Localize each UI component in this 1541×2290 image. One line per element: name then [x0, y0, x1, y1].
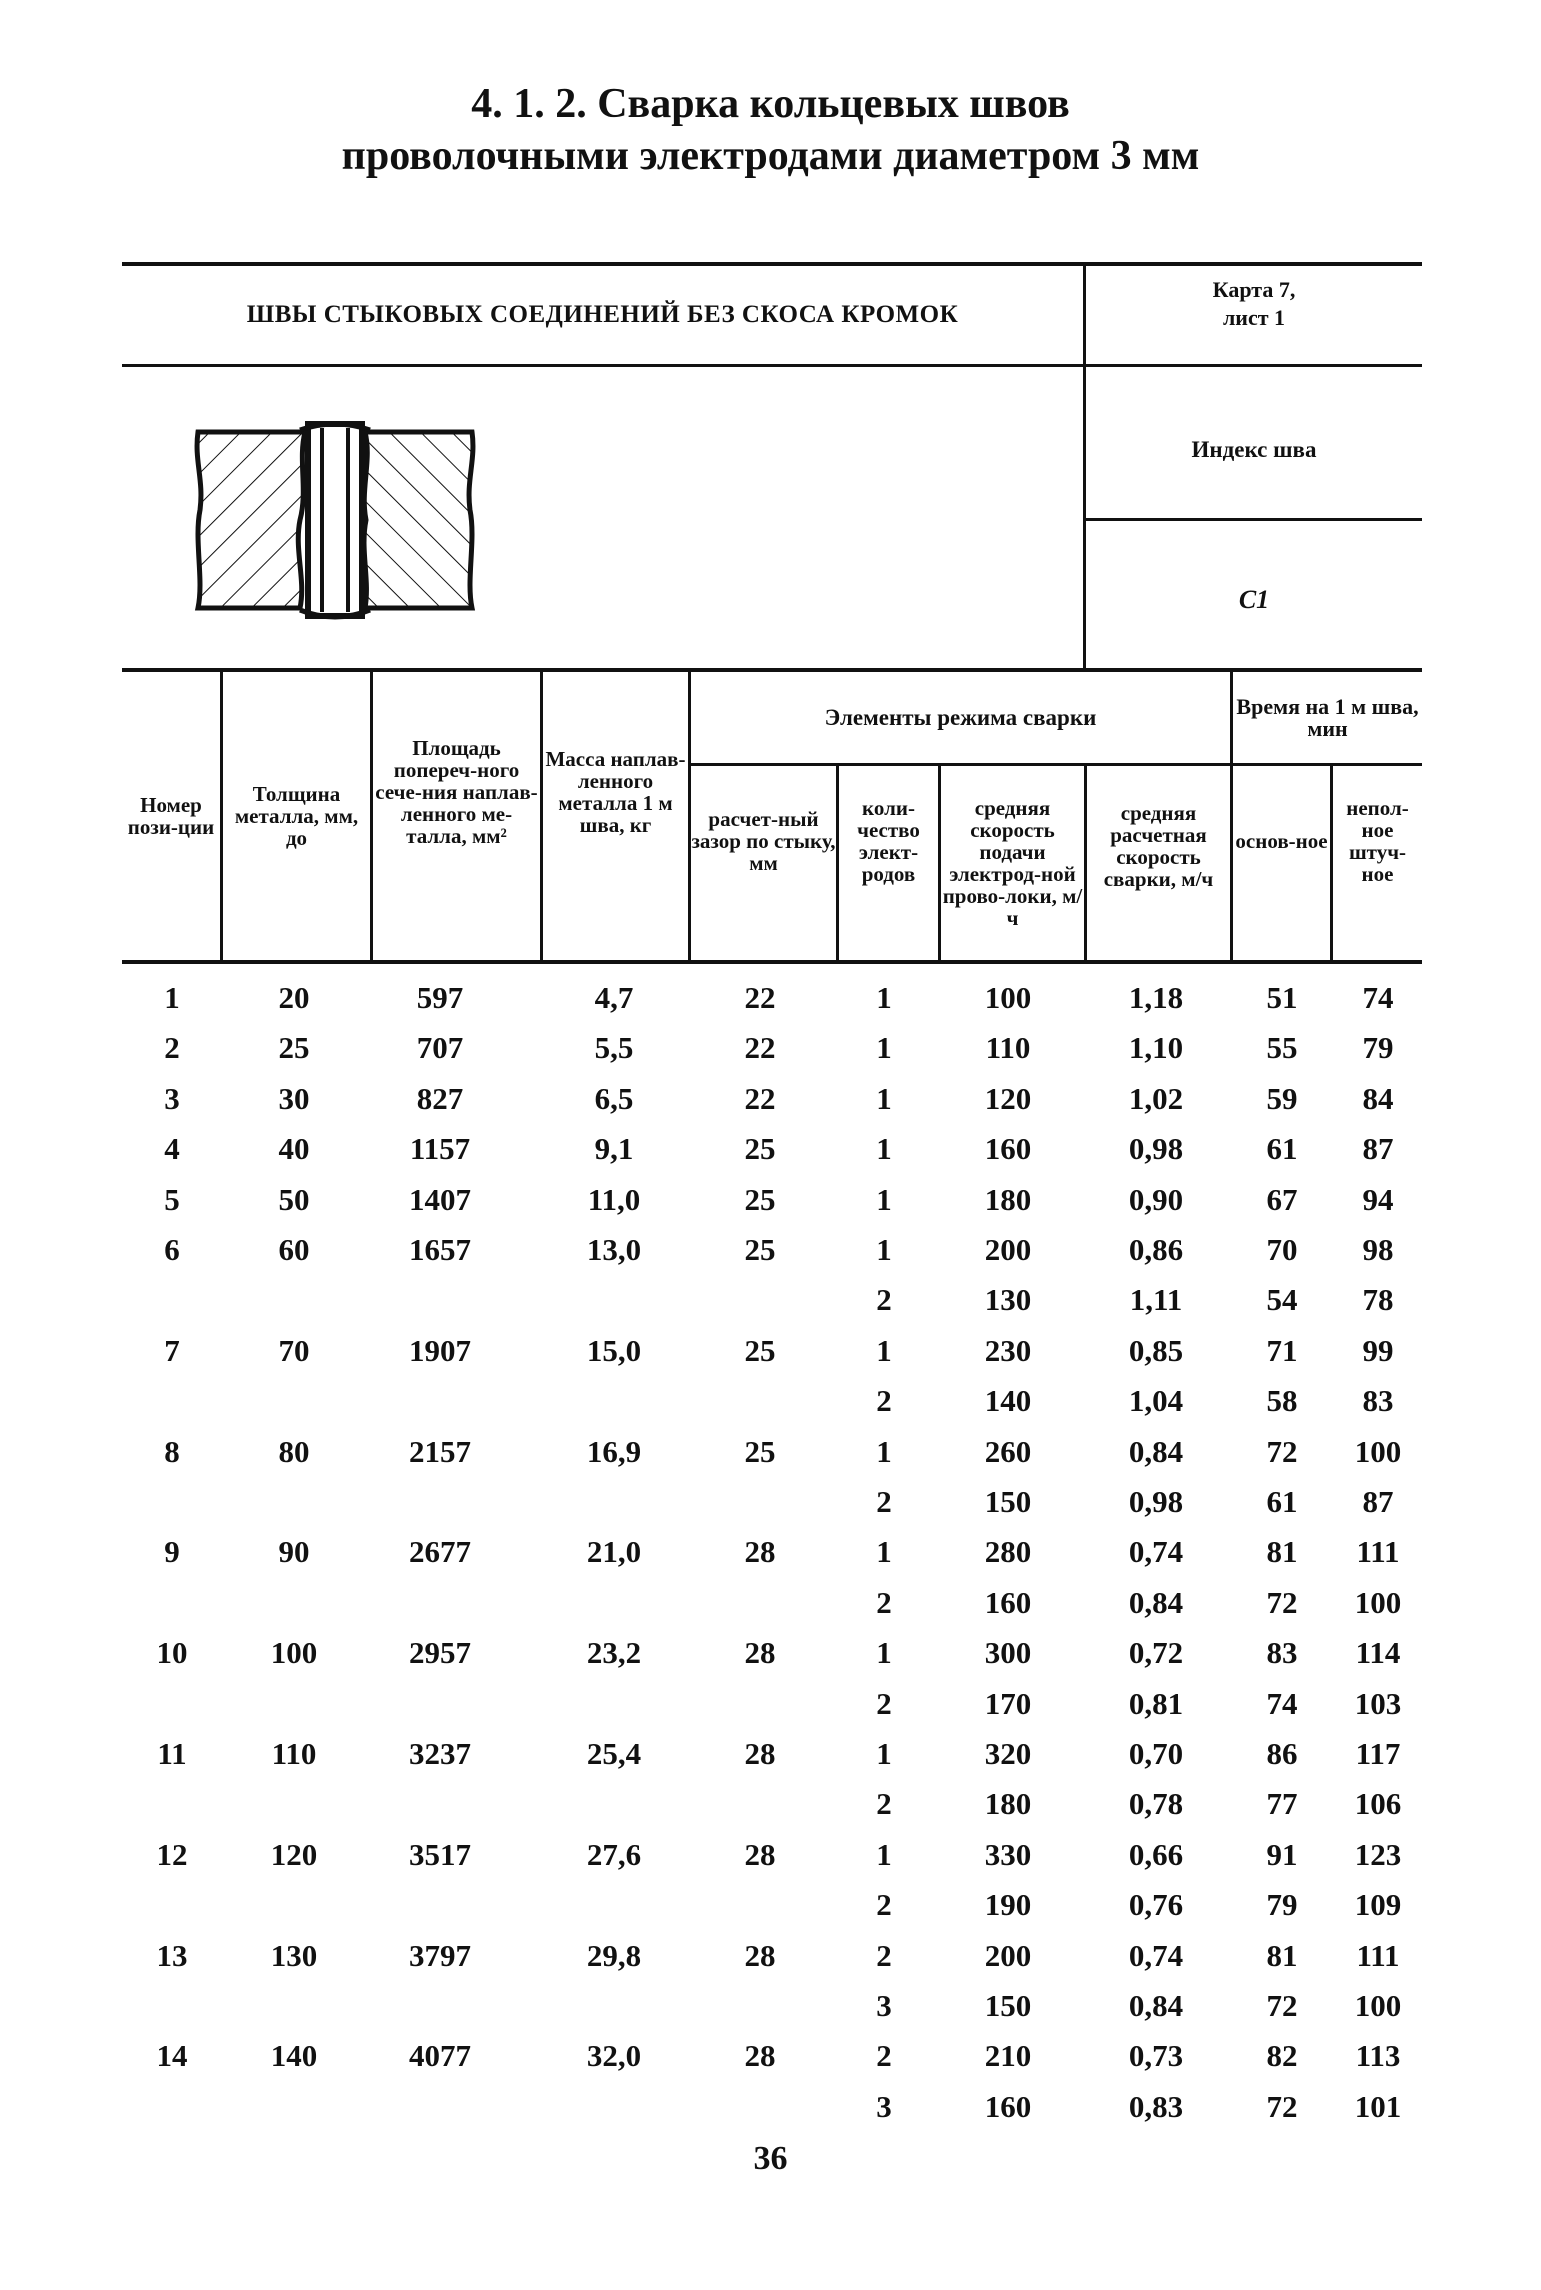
cell-n: 2	[876, 1584, 892, 1620]
cell-t1: 61	[1266, 1484, 1298, 1519]
cell-mass: 25,4	[586, 1736, 642, 1771]
cell-n: 2	[876, 1282, 892, 1318]
cell-area: 2157	[409, 1433, 471, 1469]
cell-area: 3237	[409, 1736, 471, 1771]
cell-mass: 32,0	[586, 2038, 642, 2074]
cell-mass: 5,5	[594, 1030, 634, 1066]
cell-thk: 120	[270, 1836, 318, 1872]
cell-n: 1	[876, 1080, 892, 1116]
cell-pos: 6	[164, 1232, 180, 1267]
col-header-speed: средняя расчетная скорость сварки, м/ч	[1103, 801, 1214, 891]
cell-n: 1	[876, 1534, 892, 1570]
cell-speed: 0,70	[1128, 1736, 1184, 1771]
cell-n: 2	[876, 1685, 892, 1721]
cell-speed: 0,66	[1128, 1836, 1184, 1872]
cell-feed: 100	[984, 980, 1032, 1015]
cell-mass: 6,5	[594, 1080, 634, 1116]
cell-speed: 0,86	[1128, 1232, 1184, 1267]
cell-pos: 12	[156, 1836, 188, 1872]
cell-n: 2	[876, 1887, 892, 1923]
cell-speed: 0,72	[1128, 1635, 1184, 1671]
cell-gap: 25	[744, 1181, 776, 1217]
cell-t2: 78	[1362, 1282, 1394, 1318]
cell-t2: 74	[1362, 980, 1394, 1015]
cell-gap: 22	[744, 1080, 776, 1116]
cell-n: 1	[876, 1181, 892, 1217]
cell-feed: 110	[985, 1030, 1031, 1066]
cell-thk: 70	[278, 1332, 310, 1368]
cell-area: 1157	[409, 1131, 471, 1167]
cell-mass: 11,0	[587, 1181, 641, 1217]
cell-n: 1	[876, 1332, 892, 1368]
cell-gap: 28	[744, 1836, 776, 1872]
cell-mass: 15,0	[586, 1332, 642, 1368]
cell-gap: 28	[744, 1635, 776, 1671]
cell-t1: 79	[1266, 1887, 1298, 1923]
cell-speed: 0,83	[1128, 2088, 1184, 2124]
cell-t2: 100	[1354, 1433, 1402, 1469]
cell-pos: 2	[164, 1030, 180, 1066]
cell-thk: 110	[271, 1736, 317, 1771]
cell-thk: 25	[278, 1030, 310, 1066]
cell-mass: 27,6	[586, 1836, 642, 1872]
cell-n: 1	[876, 1131, 892, 1167]
table-header-bottom-rule	[122, 960, 1422, 964]
cell-feed: 170	[984, 1685, 1032, 1721]
cell-feed: 200	[984, 1937, 1032, 1973]
col-header-feed: средняя скорость подачи электрод-ной прово-локи, м/ч	[942, 796, 1083, 930]
cell-t1: 83	[1266, 1635, 1298, 1671]
cell-area: 827	[416, 1080, 464, 1116]
cell-thk: 40	[278, 1131, 310, 1167]
cell-t2: 84	[1362, 1080, 1394, 1116]
cell-t2: 101	[1354, 2088, 1402, 2124]
cell-n: 1	[876, 980, 892, 1015]
cell-t1: 58	[1266, 1383, 1298, 1419]
cell-feed: 260	[984, 1433, 1032, 1469]
cell-thk: 30	[278, 1080, 310, 1116]
col-header-time-group: Время на 1 м шва, мин	[1236, 693, 1419, 741]
cell-n: 2	[876, 1383, 892, 1419]
cell-t1: 77	[1266, 1786, 1298, 1822]
cell-t2: 117	[1355, 1736, 1401, 1771]
cell-t1: 70	[1266, 1232, 1298, 1267]
cell-t2: 111	[1356, 1534, 1400, 1570]
cell-pos: 4	[164, 1131, 180, 1167]
cell-t2: 114	[1355, 1635, 1401, 1671]
cell-feed: 330	[984, 1836, 1032, 1872]
cell-speed: 0,78	[1128, 1786, 1184, 1822]
cell-feed: 130	[984, 1282, 1032, 1318]
col-header-mode-group: Элементы режима сварки	[824, 704, 1097, 730]
index-divider	[1085, 518, 1422, 521]
card-sheet: лист 1	[1222, 305, 1286, 330]
cell-t1: 59	[1266, 1080, 1298, 1116]
cell-gap: 28	[744, 1736, 776, 1771]
cell-area: 707	[416, 1030, 464, 1066]
cell-n: 1	[876, 1030, 892, 1066]
cell-t1: 81	[1266, 1937, 1298, 1973]
cell-speed: 0,81	[1128, 1685, 1184, 1721]
cell-area: 1657	[409, 1232, 471, 1267]
cell-speed: 0,74	[1128, 1937, 1184, 1973]
cell-speed: 0,74	[1128, 1534, 1184, 1570]
cell-t1: 82	[1266, 2038, 1298, 2074]
cell-speed: 0,85	[1128, 1332, 1184, 1368]
cell-feed: 120	[984, 1080, 1032, 1116]
cell-thk: 50	[278, 1181, 310, 1217]
cell-mass: 4,7	[594, 980, 634, 1015]
cell-speed: 1,18	[1128, 980, 1184, 1015]
cell-t2: 100	[1354, 1584, 1402, 1620]
cell-speed: 0,98	[1128, 1484, 1184, 1519]
cell-thk: 90	[278, 1534, 310, 1570]
cell-n: 1	[876, 1433, 892, 1469]
cell-n: 2	[876, 1484, 892, 1519]
cell-pos: 13	[156, 1937, 188, 1973]
cell-t1: 72	[1266, 1988, 1298, 2023]
cell-pos: 14	[156, 2038, 188, 2074]
cell-speed: 0,84	[1128, 1433, 1184, 1469]
cell-t2: 98	[1362, 1232, 1394, 1267]
cell-n: 2	[876, 1937, 892, 1973]
cell-t2: 106	[1354, 1786, 1402, 1822]
joint-type-label: ШВЫ СТЫКОВЫХ СОЕДИНЕНИЙ БЕЗ СКОСА КРОМОК	[246, 301, 959, 328]
cell-t1: 71	[1266, 1332, 1298, 1368]
cell-gap: 28	[744, 1937, 776, 1973]
cell-thk: 60	[278, 1232, 310, 1267]
cell-speed: 1,11	[1129, 1282, 1183, 1318]
cell-area: 1907	[409, 1332, 471, 1368]
cell-gap: 28	[744, 2038, 776, 2074]
cell-thk: 140	[270, 2038, 318, 2074]
cell-area: 3517	[409, 1836, 471, 1872]
cell-feed: 210	[984, 2038, 1032, 2074]
cell-gap: 22	[744, 1030, 776, 1066]
cell-speed: 0,84	[1128, 1584, 1184, 1620]
cell-n: 3	[876, 1988, 892, 2023]
cell-area: 4077	[409, 2038, 471, 2074]
cell-feed: 160	[984, 2088, 1032, 2124]
cell-feed: 160	[984, 1131, 1032, 1167]
cell-mass: 29,8	[586, 1937, 642, 1973]
cell-n: 1	[876, 1736, 892, 1771]
cell-area: 1407	[409, 1181, 471, 1217]
cell-t1: 72	[1266, 1584, 1298, 1620]
col-header-area: Площадь попереч-ного сече-ния наплав-ленного ме-талла, мм²	[375, 736, 538, 848]
cell-feed: 160	[984, 1584, 1032, 1620]
page-number: 36	[753, 2140, 788, 2177]
cell-gap: 25	[744, 1131, 776, 1167]
card-number: Карта 7,	[1212, 277, 1296, 302]
cell-t2: 111	[1356, 1937, 1400, 1973]
cell-feed: 280	[984, 1534, 1032, 1570]
cell-feed: 320	[984, 1736, 1032, 1771]
cell-speed: 0,76	[1128, 1887, 1184, 1923]
weld-section-drawing	[190, 420, 480, 630]
cell-speed: 1,10	[1128, 1030, 1184, 1066]
cell-n: 1	[876, 1232, 892, 1267]
cell-area: 3797	[409, 1937, 471, 1973]
cell-feed: 190	[984, 1887, 1032, 1923]
cell-gap: 25	[744, 1232, 776, 1267]
page-title-line2: проволочными электродами диаметром 3 мм	[341, 133, 1200, 179]
cell-t2: 87	[1362, 1484, 1394, 1519]
col-header-time-piece: непол-ное штуч-ное	[1346, 796, 1409, 886]
cell-speed: 0,90	[1128, 1181, 1184, 1217]
cell-t2: 87	[1362, 1131, 1394, 1167]
cell-n: 2	[876, 1786, 892, 1822]
cell-pos: 8	[164, 1433, 180, 1469]
cell-t1: 61	[1266, 1131, 1298, 1167]
page-title-line1: 4. 1. 2. Сварка кольцевых швов	[471, 81, 1070, 127]
cell-speed: 1,02	[1128, 1080, 1184, 1116]
cell-t2: 83	[1362, 1383, 1394, 1419]
cell-pos: 10	[156, 1635, 188, 1671]
cell-mass: 13,0	[586, 1232, 642, 1267]
col-header-gap: расчет-ный зазор по стыку, мм	[691, 807, 836, 875]
cell-area: 2957	[409, 1635, 471, 1671]
cell-n: 1	[876, 1836, 892, 1872]
cell-t1: 51	[1266, 980, 1298, 1015]
cell-n: 1	[876, 1635, 892, 1671]
cell-n: 2	[876, 2038, 892, 2074]
cell-speed: 0,98	[1128, 1131, 1184, 1167]
cell-t1: 72	[1266, 1433, 1298, 1469]
cell-t2: 94	[1362, 1181, 1394, 1217]
cell-thk: 80	[278, 1433, 310, 1469]
cell-feed: 150	[984, 1484, 1032, 1519]
cell-gap: 25	[744, 1433, 776, 1469]
cell-gap: 22	[744, 980, 776, 1015]
cell-feed: 140	[984, 1383, 1032, 1419]
col-header-electrodes: коли-чество элект-родов	[857, 796, 920, 886]
cell-speed: 0,73	[1128, 2038, 1184, 2074]
cell-t2: 99	[1362, 1332, 1394, 1368]
cell-t1: 55	[1266, 1030, 1298, 1066]
cell-area: 2677	[409, 1534, 471, 1570]
col-header-thickness: Толщина металла, мм, до	[234, 782, 359, 850]
cell-n: 3	[876, 2088, 892, 2124]
cell-pos: 1	[164, 980, 180, 1015]
cell-mass: 16,9	[586, 1433, 642, 1469]
cell-gap: 28	[744, 1534, 776, 1570]
weld-index-label: Индекс шва	[1191, 437, 1317, 462]
cell-mass: 9,1	[594, 1131, 634, 1167]
cell-pos: 5	[164, 1181, 180, 1217]
cell-feed: 200	[984, 1232, 1032, 1267]
cell-t1: 54	[1266, 1282, 1298, 1318]
cell-t1: 72	[1266, 2088, 1298, 2124]
cell-feed: 150	[984, 1988, 1032, 2023]
col-header-position: Номер пози-ции	[127, 793, 215, 839]
cell-t1: 91	[1266, 1836, 1298, 1872]
cell-t2: 123	[1354, 1836, 1402, 1872]
cell-t2: 103	[1354, 1685, 1402, 1721]
cell-feed: 300	[984, 1635, 1032, 1671]
cell-thk: 20	[278, 980, 310, 1015]
cell-pos: 3	[164, 1080, 180, 1116]
cell-t2: 100	[1354, 1988, 1402, 2023]
cell-t1: 67	[1266, 1181, 1298, 1217]
cell-pos: 7	[164, 1332, 180, 1368]
cell-thk: 130	[270, 1937, 318, 1973]
cell-gap: 25	[744, 1332, 776, 1368]
cell-t2: 109	[1354, 1887, 1402, 1923]
cell-speed: 1,04	[1128, 1383, 1184, 1419]
cell-t1: 81	[1266, 1534, 1298, 1570]
cell-t2: 113	[1355, 2038, 1401, 2074]
cell-mass: 21,0	[586, 1534, 642, 1570]
weld-index-value: C1	[1238, 585, 1270, 614]
cell-area: 597	[416, 980, 464, 1015]
header-mid-rule	[122, 364, 1422, 367]
cell-feed: 230	[984, 1332, 1032, 1368]
cell-t1: 74	[1266, 1685, 1298, 1721]
cell-thk: 100	[270, 1635, 318, 1671]
cell-speed: 0,84	[1128, 1988, 1184, 2023]
cell-feed: 180	[984, 1181, 1032, 1217]
cell-mass: 23,2	[586, 1635, 642, 1671]
cell-t2: 79	[1362, 1030, 1394, 1066]
col-header-time-main: основ-ное	[1235, 829, 1328, 853]
cell-pos: 9	[164, 1534, 180, 1570]
cell-pos: 11	[157, 1736, 187, 1771]
cell-feed: 180	[984, 1786, 1032, 1822]
col-header-mass: Масса наплав-ленного металла 1 м шва, кг	[545, 747, 686, 837]
cell-t1: 86	[1266, 1736, 1298, 1771]
